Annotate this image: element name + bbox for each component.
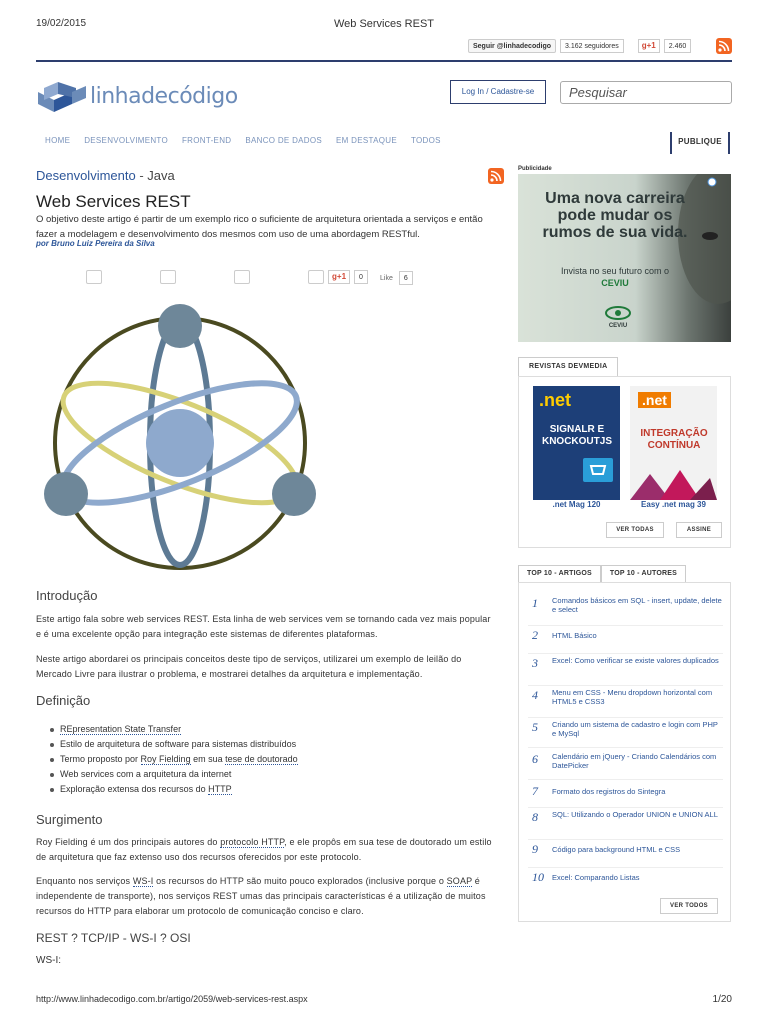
list-item[interactable]: 8 SQL: Utilizando o Operador UNION e UNION ALL	[528, 810, 723, 840]
surgimento-paragraph-2: Enquanto nos serviços WS-I os recursos do HTTP são muito pouco explorados (inclusive porque o SOAP é independente de transporte), nos serviços REST umas das principais características é a utilização de muitos recursos do HTTP para elaborar um protocolo de comunicação conciso e claro.	[36, 876, 486, 916]
article-author[interactable]: por Bruno Luiz Pereira da Silva	[36, 239, 155, 248]
article-lead: O objetivo deste artigo é partir de um exemplo rico o suficiente de arquitetura orientada a serviços e então fazer a modelagem e desenvolvimento dos mesmos com uso de uma abordagem RESTful.	[36, 214, 483, 240]
ad-label: Publicidade	[518, 166, 552, 172]
definition-list	[48, 722, 298, 797]
tab-top10-artigos[interactable]: TOP 10 - ARTIGOS	[518, 565, 601, 583]
share-button[interactable]	[308, 270, 324, 284]
rss-icon[interactable]	[716, 38, 732, 54]
mag2-cover-title: INTEGRAÇÃO CONTÍNUA	[640, 428, 708, 451]
easy-net-mag-39-cover[interactable]	[630, 386, 717, 500]
article-rss-icon[interactable]	[488, 168, 504, 184]
list-item[interactable]: 9 Código para background HTML e CSS	[528, 842, 723, 868]
print-page-number: 1/20	[712, 994, 732, 1005]
list-item: Exploração extensa dos recursos do HTTP	[48, 782, 298, 797]
gplus-button[interactable]: g+1	[638, 39, 660, 53]
soap-link[interactable]: SOAP	[446, 876, 473, 886]
list-item[interactable]: 10 Excel: Comparando Listas	[532, 870, 640, 884]
ad-headline: Uma nova carreira pode mudar os rumos de sua vida.	[542, 190, 688, 241]
rest-diagram-image	[36, 300, 336, 580]
list-item: Termo proposto por Roy Fielding em sua tese de doutorado	[48, 752, 298, 767]
list-item: Estilo de arquitetura de software para sistemas distribuídos	[48, 737, 298, 752]
twitter-follow-button[interactable]: Seguir @linhadecodigo	[468, 39, 556, 53]
breadcrumb: Desenvolvimento - Java	[36, 168, 175, 183]
nav-item-desenvolvimento[interactable]: DESENVOLVIMENTO	[84, 136, 168, 145]
ceviu-brand: CEVIU	[608, 323, 628, 329]
list-item: Web services com a arquitetura da internet	[48, 767, 298, 782]
assine-button[interactable]: ASSINE	[676, 522, 722, 538]
list-item[interactable]: 3 Excel: Como verificar se existe valores duplicados	[528, 656, 723, 686]
tab-top10-autores[interactable]: TOP 10 - AUTORES	[601, 565, 686, 583]
header-rule	[36, 60, 732, 62]
share-button[interactable]	[86, 270, 102, 284]
nav-item-front-end[interactable]: FRONT-END	[181, 136, 232, 145]
net-mag-120-cover[interactable]	[533, 386, 620, 500]
list-item[interactable]: 2 HTML Básico	[528, 628, 723, 654]
print-title: Web Services REST	[333, 18, 435, 30]
protocolo-http-link[interactable]: protocolo HTTP	[220, 837, 285, 847]
gplus-icon: g	[332, 272, 337, 281]
roy-fielding-link[interactable]: Roy Fielding	[140, 754, 191, 764]
nav-item-todos[interactable]: TODOS	[410, 136, 441, 145]
ceviu-logo	[598, 305, 638, 329]
print-date: 19/02/2015	[36, 18, 87, 29]
mag1-title[interactable]: .net Mag 120	[552, 500, 601, 509]
ver-todas-button[interactable]: VER TODAS	[606, 522, 664, 538]
http-link[interactable]: HTTP	[208, 784, 232, 794]
list-item[interactable]: 4 Menu em CSS - Menu dropdown horizontal com HTML5 e CSS3	[528, 688, 723, 718]
top10-tabs	[518, 565, 686, 583]
share-buttons	[86, 270, 368, 284]
list-item[interactable]: 7 Formato dos registros do Sintegra	[528, 784, 723, 808]
nav-item-em-destaque[interactable]: EM DESTAQUE	[336, 136, 397, 145]
gplus-icon: g	[641, 41, 647, 50]
twitter-followers-count: 3.162 seguidores	[560, 39, 624, 53]
ws-i-link[interactable]: WS-I	[132, 876, 154, 886]
list-item[interactable]: 1 Comandos básicos em SQL - insert, update, delete e select	[528, 596, 723, 626]
breadcrumb-category[interactable]: Desenvolvimento	[36, 168, 136, 183]
like-count: 6	[399, 271, 413, 285]
logo-text: linhadecódigo	[90, 84, 238, 109]
social-bar	[468, 38, 691, 54]
intro-paragraph-2: Neste artigo abordarei os principais conceitos deste tipo de serviços, utilizarei um exemplo de leilão do Mercado Livre para ilustrar o problema, e mostrarei detalhes da arquitetura e implementação.	[36, 654, 462, 679]
nav-item-home[interactable]: HOME	[45, 136, 71, 145]
nav-item-banco-de-dados[interactable]: BANCO DE DADOS	[245, 136, 323, 145]
magazine-logo: .net	[539, 390, 572, 410]
intro-heading: Introdução	[36, 588, 98, 603]
definition-heading: Definição	[36, 693, 91, 708]
tab-revistas-devmedia[interactable]: REVISTAS DEVMEDIA	[518, 357, 618, 377]
share-button[interactable]	[160, 270, 176, 284]
like-button[interactable]: Like	[380, 274, 393, 282]
breadcrumb-subcategory[interactable]: Java	[147, 168, 175, 183]
like-widget	[380, 271, 413, 285]
main-nav	[45, 136, 441, 145]
article-gplus-button[interactable]: g+1	[328, 270, 350, 284]
ver-todos-button[interactable]: VER TODOS	[660, 898, 718, 914]
publique-button[interactable]: PUBLIQUE	[670, 132, 730, 154]
tese-doutorado-link[interactable]: tese de doutorado	[225, 754, 298, 764]
wsi-label: WS-I:	[36, 955, 61, 966]
article-title: Web Services REST	[36, 192, 191, 211]
ad-subtext: Invista no seu futuro com o CEVIU	[560, 266, 670, 288]
intro-paragraph-1: Este artigo fala sobre web services REST. Esta linha de web services vem se tornando cada vez mais popular e é uma excelente opção para integração este sistemas de diferentes plataformas.	[36, 614, 491, 639]
search-input[interactable]: Pesquisar	[560, 81, 732, 104]
print-url: http://www.linhadecodigo.com.br/artigo/2059/web-services-rest.aspx	[36, 994, 308, 1004]
magazine-logo: .net	[638, 392, 671, 408]
surgimento-paragraph-1: Roy Fielding é um dos principais autores do protocolo HTTP, e ele propôs em sua tese de doutorado um estilo de arquitetura que faz extenso uso dos recursos oferecidos por este protocolo.	[36, 837, 492, 862]
login-button[interactable]: Log In / Cadastre-se	[450, 80, 546, 104]
rest-osi-heading: REST ? TCP/IP - WS-I ? OSI	[36, 931, 191, 945]
mag2-title[interactable]: Easy .net mag 39	[641, 500, 706, 509]
list-item[interactable]: 6 Calendário em jQuery - Criando Calendários com DatePicker	[528, 752, 723, 780]
surgimento-heading: Surgimento	[36, 812, 103, 827]
mag1-cover-title: SIGNALR E KNOCKOUTJS	[541, 424, 612, 447]
article-gplus-count: 0	[354, 270, 368, 284]
list-item[interactable]: 5 Criando um sistema de cadastro e login com PHP e MySql	[528, 720, 723, 748]
list-item	[48, 722, 298, 737]
share-button[interactable]	[234, 270, 250, 284]
gplus-count: 2.460	[664, 39, 692, 53]
rest-link[interactable]: REpresentation State Transfer	[60, 724, 182, 734]
